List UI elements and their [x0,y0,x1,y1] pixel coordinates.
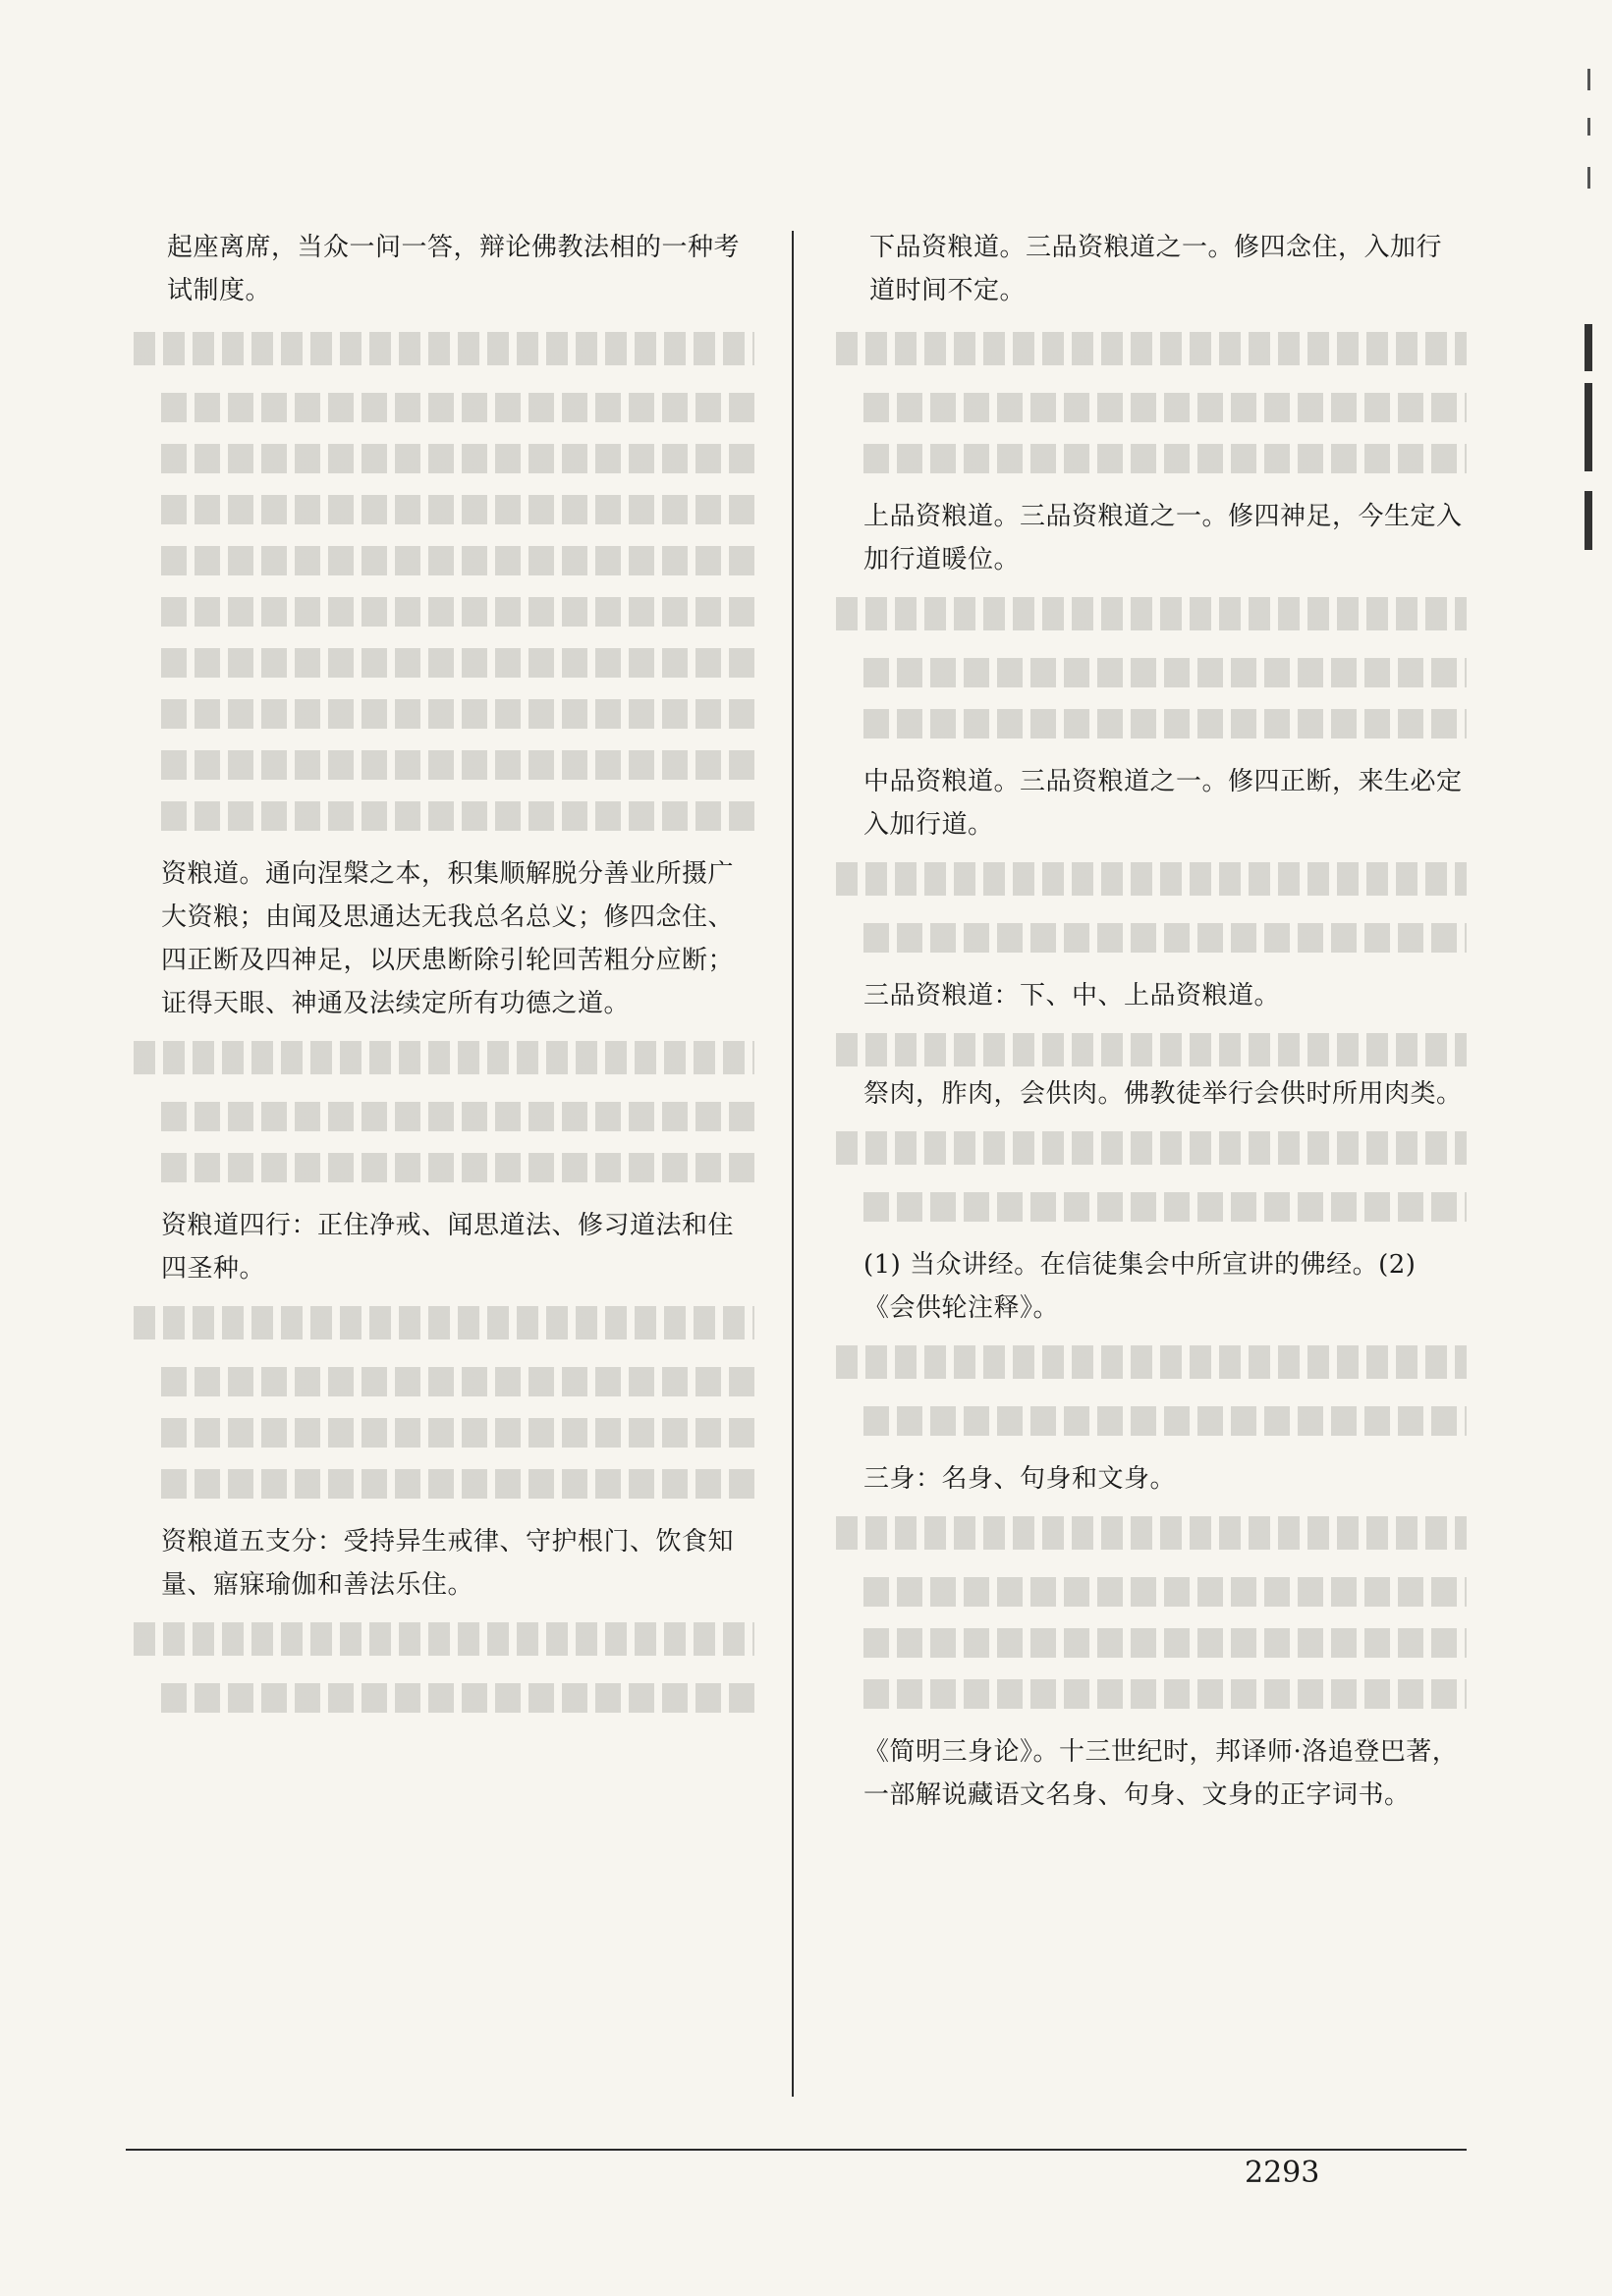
tibetan-definition-text [863,658,1467,687]
left-column [116,226,754,1734]
chinese-definition: 三身：名身、句身和文身。 [863,1464,1177,1494]
tibetan-definition-text [161,750,754,780]
headword-line [818,591,1467,636]
tibetan-definition-text [863,1679,1467,1709]
tibetan-definition-text [863,923,1467,953]
headword-line [818,1027,1467,1072]
chinese-definition: 资粮道四行：正住净戒、闻思道法、修习道法和住四圣种。 [161,1211,735,1284]
margin-bar [1584,383,1592,471]
margin-bar [1584,324,1592,371]
tibetan-definition-text [161,546,754,575]
tibetan-definition-text [161,444,754,473]
dictionary-entry [116,1300,754,1607]
chinese-definition: (1) 当众讲经。在信徒集会中所宣讲的佛经。(2) 《会供轮注释》。 [863,1250,1417,1323]
scan-margin-marks [1565,59,1594,570]
headword-line [818,1339,1467,1385]
continuation-text: 起座离席，当众一问一答，辩论佛教法相的一种考试制度。 [167,233,741,305]
tibetan-definition-text [161,1683,754,1713]
tibetan-definition-text [863,1192,1467,1222]
continuation-text: 下品资粮道。三品资粮道之一。修四念住，入加行道时间不定。 [869,233,1443,305]
tibetan-definition-text [836,597,1467,630]
headword-line [116,1300,754,1345]
tibetan-definition-text [161,1102,754,1131]
footer-rule [126,2149,1467,2151]
headword-line [116,1616,754,1662]
headword-line [818,1125,1467,1171]
tibetan-definition-text [161,648,754,678]
tibetan-definition-text [836,862,1467,896]
margin-dash [1587,69,1590,90]
tibetan-definition-text [863,444,1467,473]
tibetan-definition-text [161,699,754,729]
dictionary-entry [818,1027,1467,1116]
tibetan-definition-text [836,1033,1467,1066]
tibetan-definition-text [863,1406,1467,1436]
margin-dash [1587,167,1590,189]
page-footer [1223,2156,1319,2190]
tibetan-definition-text [863,393,1467,422]
tibetan-definition-text [134,1041,754,1074]
chinese-definition: 资粮道。通向涅槃之本，积集顺解脱分善业所摄广大资粮；由闻及思通达无我总名总义；修四念住、四正断及四神足，以厌患断除引轮回苦粗分应断；证得天眼、神通及法续定所有功德之道。 [161,859,735,1018]
tibetan-definition-text [863,709,1467,738]
tibetan-definition-text [161,495,754,524]
tibetan-definition-text [161,1367,754,1396]
tibetan-definition-text [134,1622,754,1656]
chinese-definition: 祭肉，胙肉，会供肉。佛教徒举行会供时所用肉类。 [863,1079,1463,1109]
tibetan-definition-text [161,801,754,831]
headword-line [818,856,1467,902]
chinese-definition: 中品资粮道。三品资粮道之一。修四正断，来生必定入加行道。 [863,767,1463,840]
dictionary-entry [116,1616,754,1713]
page-number: 2293 [1245,2156,1320,2190]
dictionary-entry [116,1035,754,1290]
dictionary-entry [818,856,1467,1017]
chinese-definition: 上品资粮道。三品资粮道之一。修四神足，今生定入加行道暖位。 [863,502,1463,574]
chinese-definition: 资粮道五支分：受持异生戒律、守护根门、饮食知量、寤寐瑜伽和善法乐住。 [161,1527,735,1600]
tibetan-definition-text [836,1345,1467,1379]
headword-line [818,1510,1467,1556]
dictionary-entry [818,1339,1467,1501]
tibetan-definition-text [863,1577,1467,1607]
tibetan-definition-text [863,1628,1467,1658]
dictionary-entry [818,326,1467,581]
headword-line [818,326,1467,371]
tibetan-definition-text [134,1306,754,1339]
tibetan-definition-text [161,393,754,422]
headword-line [116,1035,754,1080]
tibetan-definition-text [161,1153,754,1182]
chinese-definition: 《简明三身论》。十三世纪时，邦译师·洛追登巴著，一部解说藏语文名身、句身、文身的正字词书。 [863,1737,1459,1810]
dictionary-entry [116,326,754,1025]
margin-bar [1584,491,1592,550]
dictionary-entry [818,591,1467,847]
margin-dash [1587,118,1590,136]
tibetan-definition-text [836,332,1467,365]
column-divider [792,231,794,2097]
right-column [818,226,1467,1827]
tibetan-definition-text [836,1131,1467,1165]
tibetan-definition-text [134,332,754,365]
headword-line [116,326,754,371]
tibetan-definition-text [161,1469,754,1499]
dictionary-entry [818,1125,1467,1330]
chinese-definition: 三品资粮道：下、中、上品资粮道。 [863,981,1281,1011]
tibetan-definition-text [161,597,754,627]
tibetan-definition-text [836,1516,1467,1550]
tibetan-definition-text [161,1418,754,1448]
dictionary-entry [818,1510,1467,1817]
